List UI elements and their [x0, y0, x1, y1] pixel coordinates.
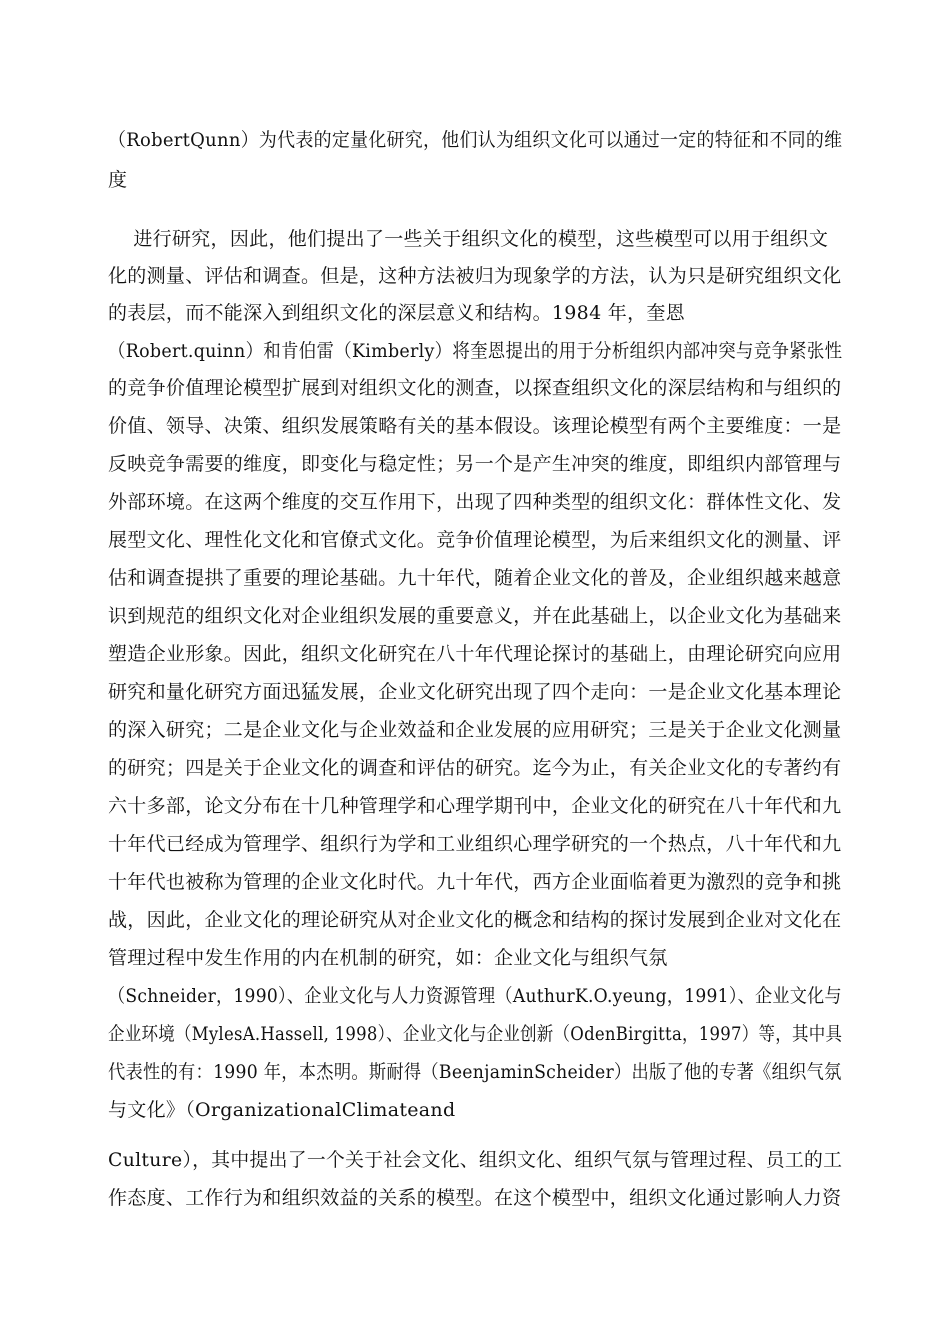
text-line: 展型文化、理性化文化和官僚式文化。竞争价值理论模型，为后来组织文化的测量、评: [108, 529, 842, 551]
text-line: 十年代已经成为管理学、组织行为学和工业组织心理学研究的一个热点，八十年代和九: [108, 833, 842, 855]
text-line: （Schneider，1990）、企业文化与人力资源管理（AuthurK.O.yeung，1991）、企业文化与: [108, 985, 842, 1007]
text-line: 研究和量化研究方面迅猛发展，企业文化研究出现了四个走向：一是企业文化基本理论: [108, 681, 842, 703]
text-line: 战，因此，企业文化的理论研究从对企业文化的概念和结构的探讨发展到企业对文化在: [108, 909, 842, 931]
text-line: 进行研究，因此，他们提出了一些关于组织文化的模型，这些模型可以用于组织文: [108, 228, 829, 250]
text-line: （RobertQunn）为代表的定量化研究，他们认为组织文化可以通过一定的特征和不同的维: [108, 129, 843, 151]
text-line: 反映竞争需要的维度，即变化与稳定性；另一个是产生冲突的维度，即组织内部管理与: [108, 453, 842, 475]
text-line: 十年代也被称为管理的企业文化时代。九十年代，西方企业面临着更为激烈的竞争和挑: [108, 871, 842, 893]
text-line: 塑造企业形象。因此，组织文化研究在八十年代理论探讨的基础上，由理论研究向应用: [108, 643, 842, 665]
text-line: 代表性的有：1990 年，本杰明。斯耐得（BeenjaminScheider）出版了他的专著《组织气氛: [108, 1061, 842, 1083]
text-line: 六十多部，论文分布在十几种管理学和心理学期刊中，企业文化的研究在八十年代和九: [108, 795, 842, 817]
text-line: 化的测量、评估和调查。但是，这种方法被归为现象学的方法，认为只是研究组织文化: [108, 265, 842, 287]
text-line: （Robert.quinn）和肯伯雷（Kimberly）将奎恩提出的用于分析组织内部冲突与竞争紧张性: [108, 340, 843, 362]
text-line: 价值、领导、决策、组织发展策略有关的基本假设。该理论模型有两个主要维度：一是: [108, 415, 842, 437]
text-line: 的研究；四是关于企业文化的调查和评估的研究。迄今为止，有关企业文化的专著约有: [108, 757, 842, 779]
text-line: 与文化》（OrganizationalClimateand: [108, 1099, 456, 1121]
text-line: 管理过程中发生作用的内在机制的研究，如：企业文化与组织气氛: [108, 947, 668, 969]
text-line: 的表层，而不能深入到组织文化的深层意义和结构。1984 年，奎恩: [108, 302, 685, 324]
text-line: 作态度、工作行为和组织效益的关系的模型。在这个模型中，组织文化通过影响人力资: [108, 1187, 842, 1209]
text-line: 估和调查提拱了重要的理论基础。九十年代，随着企业文化的普及，企业组织越来越意: [108, 567, 842, 589]
text-line: 的深入研究；二是企业文化与企业效益和企业发展的应用研究；三是关于企业文化测量: [108, 719, 842, 741]
text-line: 度: [108, 169, 128, 191]
text-line: 识到规范的组织文化对企业组织发展的重要意义，并在此基础上，以企业文化为基础来: [108, 605, 842, 627]
text-line: 企业环境（MylesA.Hassell, 1998）、企业文化与企业创新（OdenBirgitta，1997）等，其中具: [108, 1023, 843, 1045]
text-line: Culture），其中提出了一个关于社会文化、组织文化、组织气氛与管理过程、员工的工: [108, 1149, 843, 1171]
text-line: 的竞争价值理论模型扩展到对组织文化的测查，以探查组织文化的深层结构和与组织的: [108, 377, 842, 399]
text-line: 外部环境。在这两个维度的交互作用下，出现了四种类型的组织文化：群体性文化、发: [108, 491, 842, 513]
